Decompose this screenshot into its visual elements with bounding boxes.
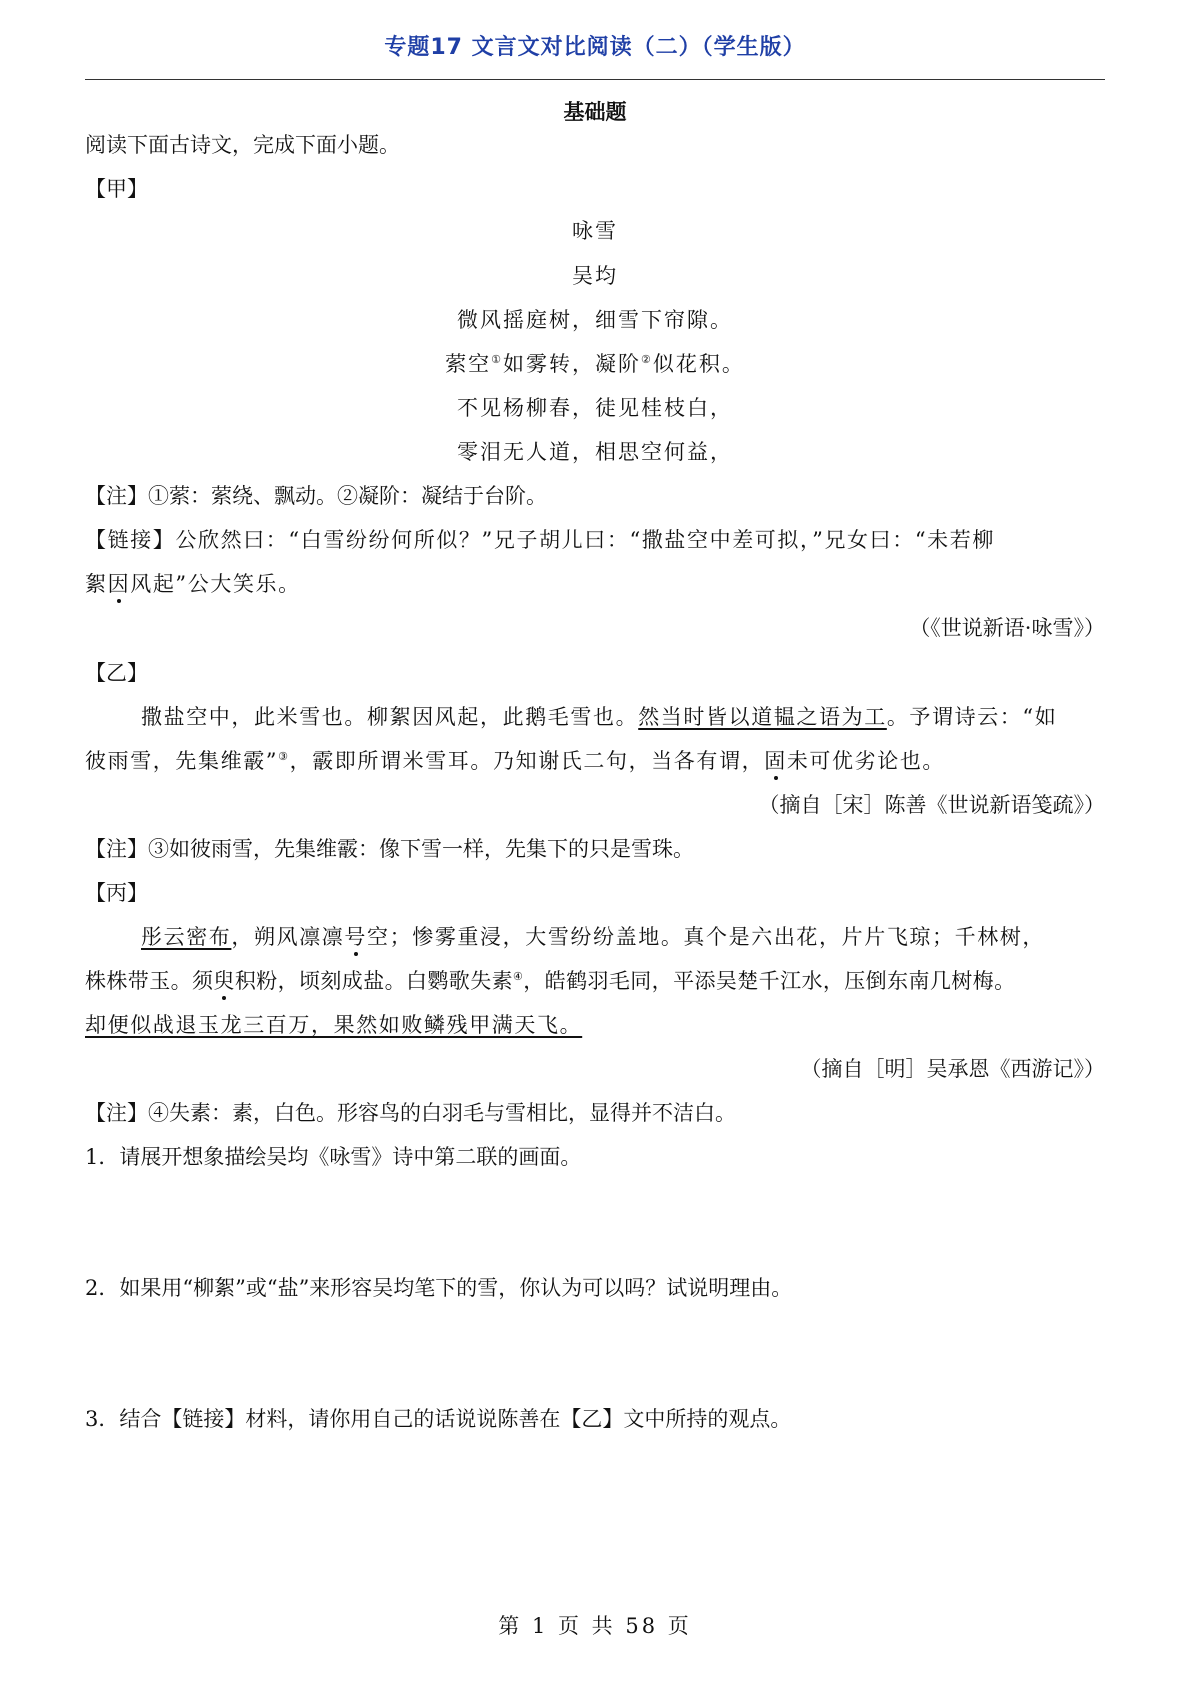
page-number: 第 1 页 共 58 页 — [498, 1614, 692, 1638]
poem-author: 吴均 — [572, 264, 618, 288]
document-header-title: 专题17 文言文对比阅读（二）（学生版） — [384, 35, 806, 60]
emphasis-dot-char: 固 — [764, 749, 787, 773]
footnote-marker: ① — [491, 353, 503, 366]
yi-note: 【注】③如彼雨雪，先集维霰：像下雪一样，先集下的只是雪珠。 — [85, 837, 694, 861]
intro-text: 阅读下面古诗文，完成下面小题。 — [85, 133, 400, 157]
bing-paragraph-line-3 — [85, 1010, 1105, 1040]
poem-line-4: 零泪无人道，相思空何益， — [457, 440, 733, 464]
yi-paragraph-line-1: 撒盐空中，此米雪也。柳絮因风起，此鹅毛雪也。然当时皆以道韫之语为工。予谓诗云：“如 — [141, 705, 1058, 729]
bing-label: 【丙】 — [85, 881, 148, 905]
poem-title: 咏雪 — [572, 219, 618, 243]
jia-note: 【注】①萦：萦绕、飘动。②凝阶：凝结于台阶。 — [85, 484, 547, 508]
question-3: 3．结合【链接】材料，请你用自己的话说说陈善在【乙】文中所持的观点。 — [85, 1407, 792, 1431]
footnote-marker: ③ — [278, 750, 290, 763]
question-2: 2．如果用“柳絮”或“盐”来形容吴均笔下的雪，你认为可以吗？试说明理由。 — [85, 1276, 793, 1300]
yi-source: （摘自［宋］陈善《世说新语笺疏》） — [758, 793, 1105, 817]
header-divider — [85, 79, 1105, 80]
bing-paragraph-line-1: 彤云密布，朔风凛凛号空；惨雾重浸，大雪纷纷盖地。真个是六出花，片片飞琼；千林树， — [141, 925, 1046, 949]
poem-line-2: 萦空①如雾转，凝阶②似花积。 — [445, 352, 745, 376]
bing-source: （摘自［明］吴承恩《西游记》） — [800, 1057, 1105, 1081]
link-text-line-1: 【链接】公欣然曰：“白雪纷纷何所似？”兄子胡儿曰：“撒盐空中差可拟，”兄女曰：“未若柳 — [85, 528, 995, 552]
jia-label: 【甲】 — [85, 177, 148, 201]
underlined-sentence: 却便似战退玉龙三百万，果然如败鳞残甲满天飞。 — [85, 1013, 583, 1037]
emphasis-dot-char: 臾 — [213, 969, 235, 993]
footnote-marker: ② — [641, 353, 653, 366]
footnote-marker: ④ — [513, 970, 524, 983]
bing-note: 【注】④失素：素，白色。形容鸟的白羽毛与雪相比，显得并不洁白。 — [85, 1101, 736, 1125]
underlined-phrase: 彤云密布 — [141, 925, 232, 949]
yi-label: 【乙】 — [85, 661, 148, 685]
link-source: （《世说新语·咏雪》） — [909, 616, 1105, 640]
underlined-sentence: 然当时皆以道韫之语为工 — [638, 705, 887, 729]
poem-line-3: 不见杨柳春，徒见桂枝白， — [457, 396, 733, 420]
yi-paragraph-line-2: 彼雨雪，先集维霰”③，霰即所谓米雪耳。乃知谢氏二句，当各有谓，固未可优劣论也。 — [85, 749, 946, 773]
question-1: 1．请展开想象描绘吴均《咏雪》诗中第二联的画面。 — [85, 1145, 582, 1169]
link-text-line-2: 絮因风起”公大笑乐。 — [85, 572, 301, 596]
emphasis-dot-char: 因 — [107, 572, 131, 596]
emphasis-dot-char: 号 — [344, 925, 368, 949]
poem-line-1: 微风摇庭树，细雪下帘隙。 — [457, 308, 733, 332]
section-title: 基础题 — [563, 100, 627, 124]
bing-paragraph-line-2: 株株带玉。须臾积粉，顷刻成盐。白鹦歌失素④，皓鹤羽毛同，平添吴楚千江水，压倒东南几树梅。 — [85, 969, 1016, 993]
